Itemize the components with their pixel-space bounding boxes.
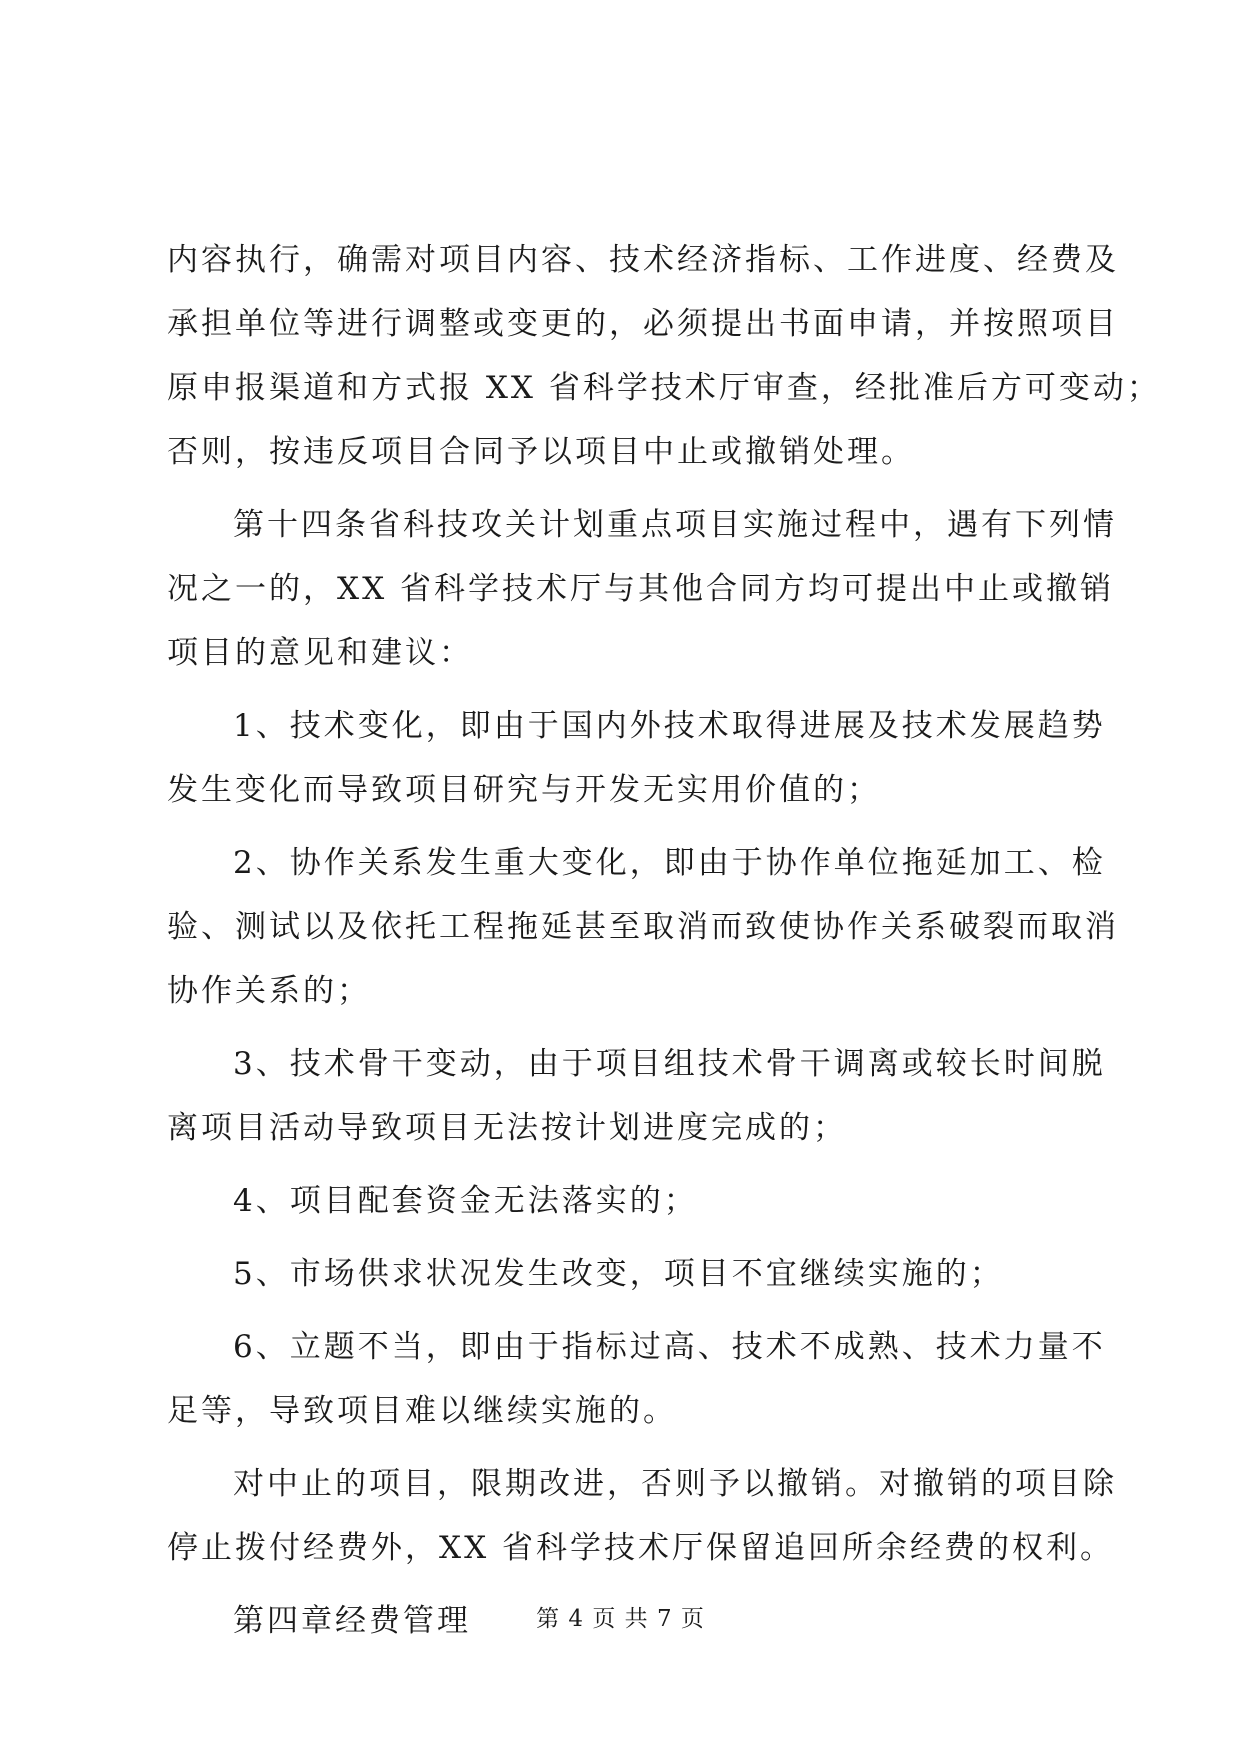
text-line: 协作关系的； xyxy=(167,973,371,1009)
text-line: 1、技术变化，即由于国内外技术取得进展及技术发展趋势 xyxy=(233,708,1106,744)
text-line: 6、立题不当，即由于指标过高、技术不成熟、技术力量不 xyxy=(233,1329,1106,1365)
text-line: 足等，导致项目难以继续实施的。 xyxy=(167,1393,677,1429)
list-item xyxy=(167,1315,1106,1443)
text-line: 2、协作关系发生重大变化，即由于协作单位拖延加工、检 xyxy=(233,845,1106,881)
text-line: 5、市场供求状况发生改变，项目不宜继续实施的； xyxy=(233,1256,1004,1292)
list-item xyxy=(167,1032,1106,1160)
text-line: 否则，按违反项目合同予以项目中止或撤销处理。 xyxy=(167,434,915,470)
page-number-footer: 第 4 页 共 7 页 xyxy=(536,1606,705,1632)
document-body xyxy=(167,228,1161,1662)
paragraph xyxy=(167,493,1117,685)
text-line: 原申报渠道和方式报 XX 省科学技术厅审查，经批准后方可变动； xyxy=(167,370,1161,406)
text-line: 第四章经费管理 xyxy=(233,1603,471,1639)
text-line: 况之一的，XX 省科学技术厅与其他合同方均可提出中止或撤销 xyxy=(167,571,1114,607)
text-line: 3、技术骨干变动，由于项目组技术骨干调离或较长时间脱 xyxy=(233,1046,1106,1082)
list-item xyxy=(167,831,1119,1023)
text-line: 内容执行，确需对项目内容、技术经济指标、工作进度、经费及 xyxy=(167,242,1119,278)
text-line: 对中止的项目，限期改进，否则予以撤销。对撤销的项目除 xyxy=(233,1466,1117,1502)
paragraph xyxy=(167,228,1161,484)
text-line: 项目的意见和建议： xyxy=(167,635,473,671)
text-line: 4、项目配套资金无法落实的； xyxy=(233,1183,698,1219)
text-line: 停止拨付经费外，XX 省科学技术厅保留追回所余经费的权利。 xyxy=(167,1530,1114,1566)
text-line: 离项目活动导致项目无法按计划进度完成的； xyxy=(167,1110,847,1146)
list-item xyxy=(167,694,1106,822)
text-line: 验、测试以及依托工程拖延甚至取消而致使协作关系破裂而取消 xyxy=(167,909,1119,945)
list-item xyxy=(167,1242,1087,1306)
text-line: 第十四条省科技攻关计划重点项目实施过程中，遇有下列情 xyxy=(233,507,1117,543)
text-line: 发生变化而导致项目研究与开发无实用价值的； xyxy=(167,772,881,808)
paragraph xyxy=(167,1452,1117,1580)
text-line: 承担单位等进行调整或变更的，必须提出书面申请，并按照项目 xyxy=(167,306,1119,342)
list-item xyxy=(167,1169,1087,1233)
